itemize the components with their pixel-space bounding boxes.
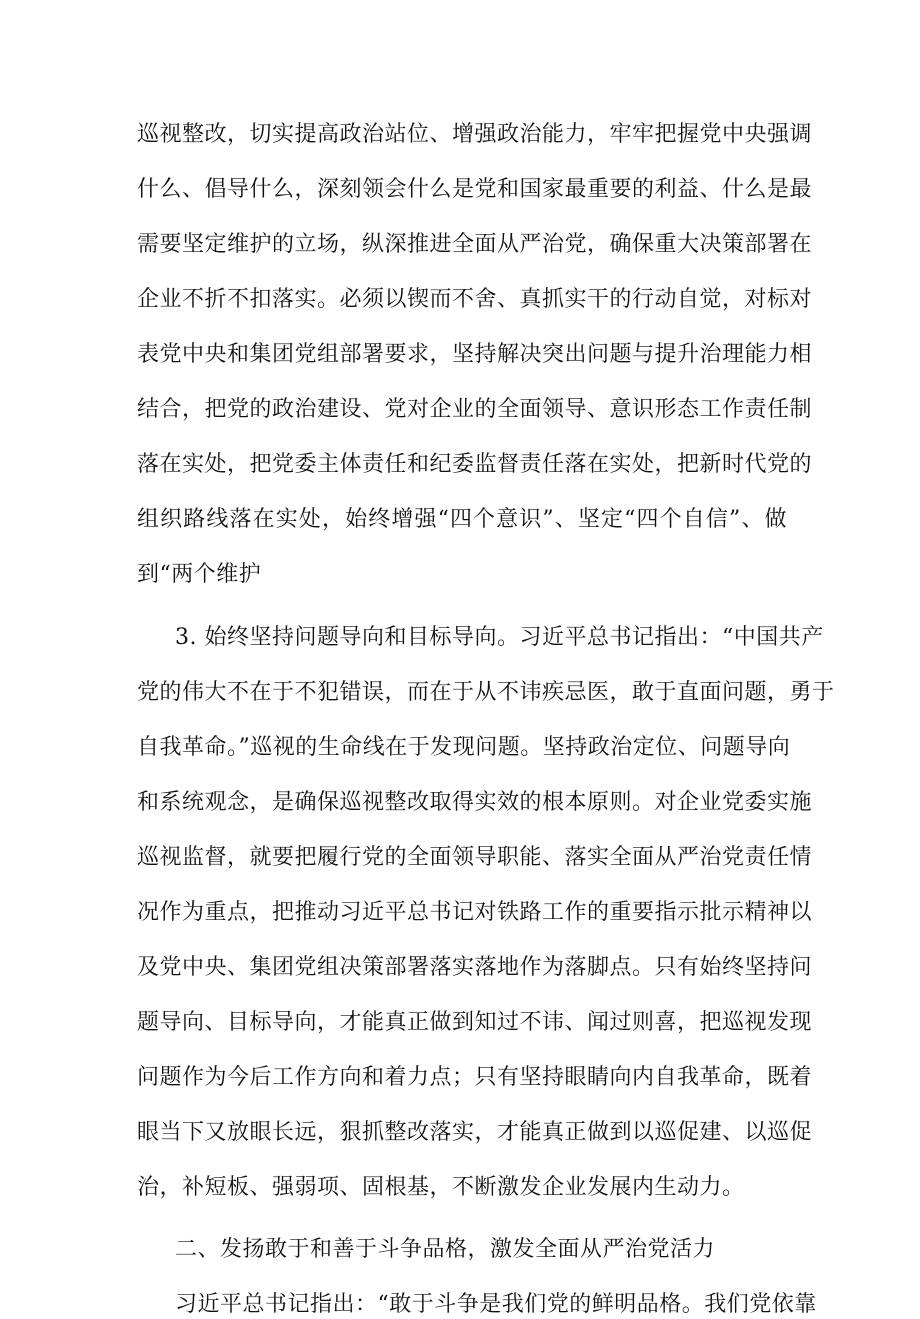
paragraph-line: 党的伟大不在于不犯错误，而在于从不讳疾忌医，敢于直面问题，勇于: [137, 680, 835, 705]
paragraph-line: 况作为重点，把推动习近平总书记对铁路工作的重要指示批示精神以: [137, 900, 813, 925]
paragraph-line: 治，补短板、强弱项、固根基，不断激发企业发展内生动力。: [137, 1175, 745, 1200]
paragraph-line: 落在实处，把党委主体责任和纪委监督责任落在实处，把新时代党的: [137, 452, 813, 477]
paragraph-line: 企业不折不扣落实。必须以锲而不舍、真抓实干的行动自觉，对标对: [137, 287, 813, 312]
section-heading: 二、发扬敢于和善于斗争品格，激发全面从严治党活力: [175, 1237, 716, 1262]
paragraph-line: 需要坚定维护的立场，纵深推进全面从严治党，确保重大决策部署在: [137, 232, 813, 257]
section-3-heading-line: 3. 始终坚持问题导向和目标导向。习近平总书记指出：“中国共产: [175, 625, 824, 650]
paragraph-line: 结合，把党的政治建设、党对企业的全面领导、意识形态工作责任制: [137, 397, 813, 422]
paragraph-line: 组织路线落在实处，始终增强“四个意识”、坚定“四个自信”、做: [137, 507, 787, 532]
paragraph-line: 习近平总书记指出：“敢于斗争是我们党的鲜明品格。我们党依靠: [175, 1292, 817, 1317]
paragraph-line: 巡视监督，就要把履行党的全面领导职能、落实全面从严治党责任情: [137, 845, 813, 870]
paragraph-line: 眼当下又放眼长远，狠抓整改落实，才能真正做到以巡促建、以巡促: [137, 1120, 813, 1145]
paragraph-line: 题导向、目标导向，才能真正做到知过不讳、闻过则喜，把巡视发现: [137, 1010, 813, 1035]
paragraph-line: 什么、倡导什么，深刻领会什么是党和国家最重要的利益、什么是最: [137, 177, 813, 202]
paragraph-line: 和系统观念，是确保巡视整改取得实效的根本原则。对企业党委实施: [137, 790, 813, 815]
paragraph-line: 自我革命。”巡视的生命线在于发现问题。坚持政治定位、问题导向: [137, 735, 791, 760]
paragraph-line: 表党中央和集团党组部署要求，坚持解决突出问题与提升治理能力相: [137, 342, 813, 367]
paragraph-line: 问题作为今后工作方向和着力点；只有坚持眼睛向内自我革命，既着: [137, 1065, 813, 1090]
paragraph-line: 到“两个维护: [137, 562, 262, 587]
paragraph-line: 及党中央、集团党组决策部署落实落地作为落脚点。只有始终坚持问: [137, 955, 813, 980]
paragraph-line: 巡视整改，切实提高政治站位、增强政治能力，牢牢把握党中央强调: [137, 122, 813, 147]
